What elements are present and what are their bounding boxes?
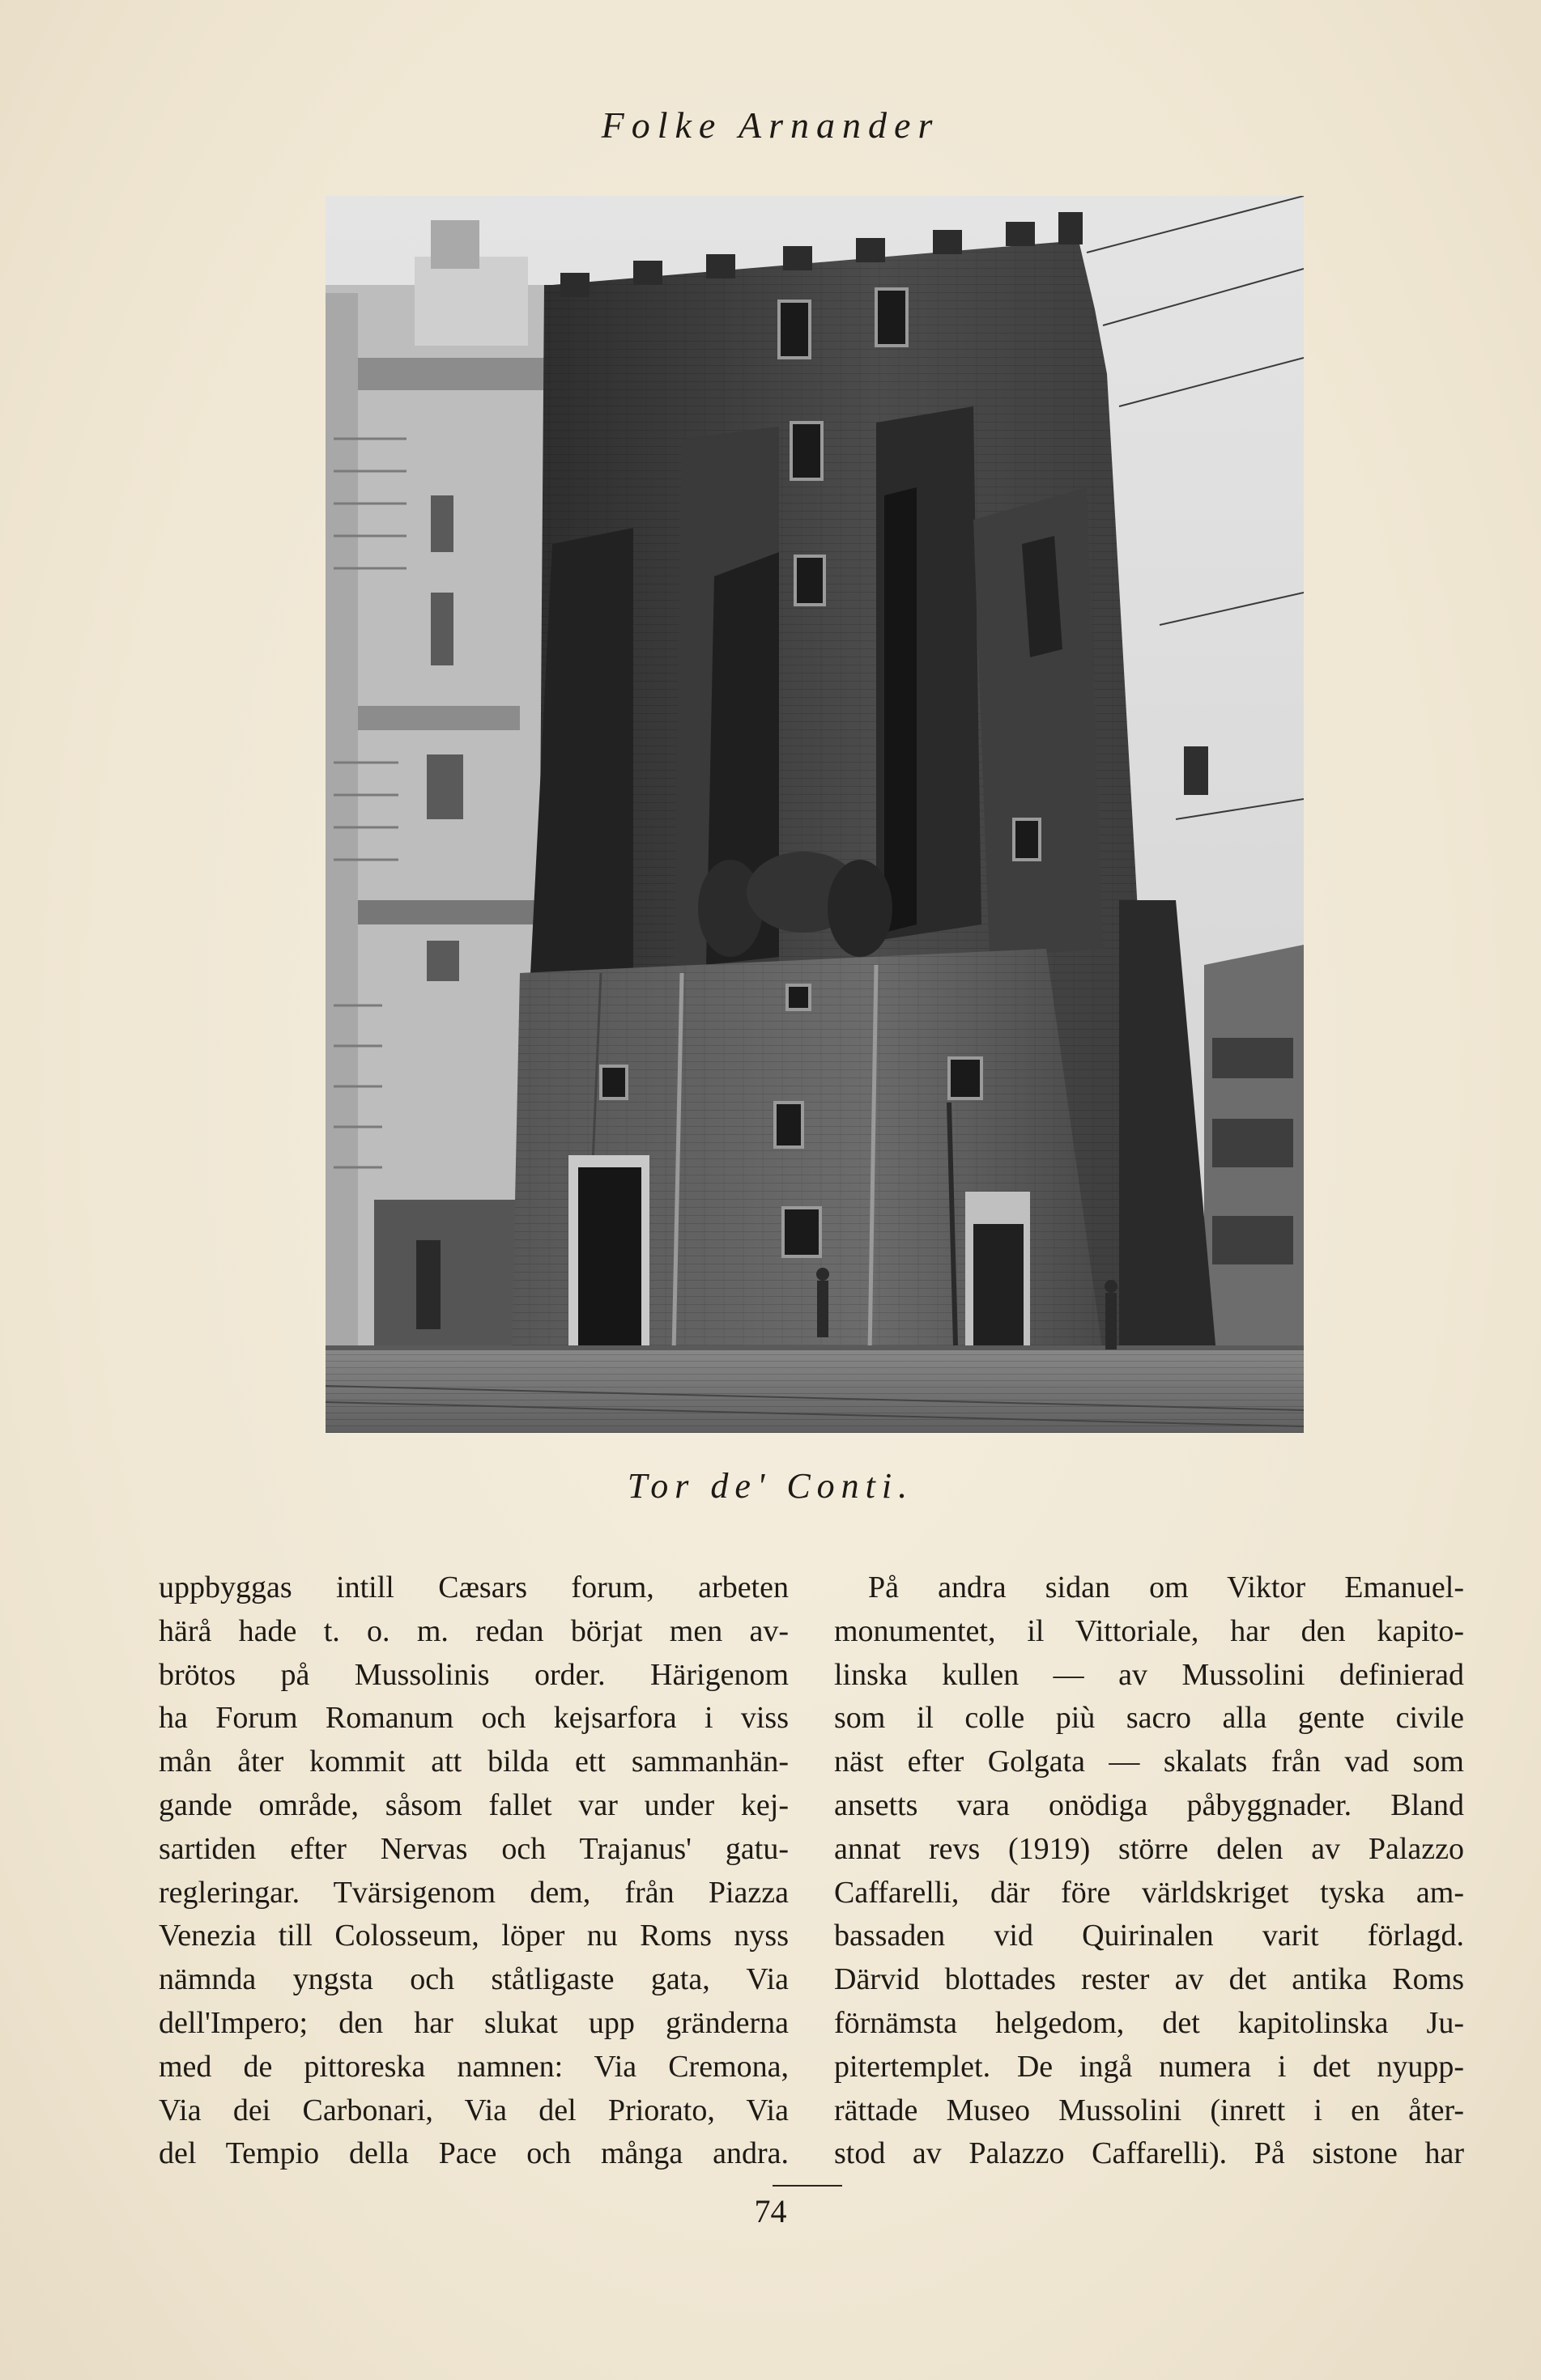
- text-line: dell'Impero; den har slukat upp gränderna: [159, 2005, 789, 2040]
- text-line: Venezia till Colosseum, löper nu Roms nyss: [159, 1919, 789, 1953]
- text-line: Caffarelli, där före världskriget tyska am-: [834, 1875, 1464, 1910]
- text-line: näst efter Golgata — skalats från vad som: [834, 1745, 1464, 1779]
- left-text-column: [159, 1566, 789, 2176]
- street: [326, 1345, 1304, 1433]
- text-line: Via dei Carbonari, Via del Priorato, Via: [159, 2093, 789, 2127]
- text-line: Därvid blottades rester av det antika Roms: [834, 1962, 1464, 1997]
- tower-photograph: [326, 196, 1304, 1433]
- left-palazzo: [326, 220, 548, 1354]
- text-line: som il colle più sacro alla gente civile: [834, 1701, 1464, 1736]
- text-line: mån åter kommit att bilda ett sammanhän-: [159, 1745, 789, 1779]
- text-line: brötos på Mussolinis order. Härigenom: [159, 1657, 789, 1692]
- figure-caption: Tor de' Conti.: [627, 1466, 914, 1506]
- text-line: uppbyggas intill Cæsars forum, arbeten: [159, 1570, 789, 1604]
- text-line: bassaden vid Quirinalen varit förlagd.: [834, 1919, 1464, 1953]
- text-line: gande område, såsom fallet var under kej-: [159, 1787, 789, 1822]
- text-line: härå hade t. o. m. redan börjat men av-: [159, 1613, 789, 1648]
- page-number: 74: [754, 2193, 787, 2229]
- text-line: ansetts vara onödiga påbyggnader. Bland: [834, 1787, 1464, 1822]
- text-line: nämnda yngsta och ståtligaste gata, Via: [159, 1962, 789, 1997]
- text-line: monumentet, il Vittoriale, har den kapito-: [834, 1613, 1464, 1648]
- text-line: förnämsta helgedom, det kapitolinska Ju-: [834, 2005, 1464, 2040]
- text-line: stod av Palazzo Caffarelli). På sistone har: [834, 2136, 1464, 2171]
- text-line: med de pittoreska namnen: Via Cremona,: [159, 2049, 789, 2084]
- text-line: På andra sidan om Viktor Emanuel-: [868, 1570, 1464, 1604]
- running-head: Folke Arnander: [601, 104, 940, 146]
- text-line: annat revs (1919) större delen av Palazzo: [834, 1831, 1464, 1866]
- right-text-column: [834, 1566, 1464, 2176]
- folio-rule: [773, 2185, 842, 2187]
- text-line: regleringar. Tvärsigenom dem, från Piazza: [159, 1875, 789, 1910]
- text-line: sartiden efter Nervas och Trajanus' gatu-: [159, 1831, 789, 1866]
- text-line: ha Forum Romanum och kejsarfora i viss: [159, 1701, 789, 1736]
- text-line: linska kullen — av Mussolini definierad: [834, 1657, 1464, 1692]
- text-line: pitertemplet. De ingå numera i det nyupp-: [834, 2049, 1464, 2084]
- text-line: rättade Museo Mussolini (inrett i en åter-: [834, 2093, 1464, 2127]
- text-line: del Tempio della Pace och många andra.: [159, 2136, 789, 2171]
